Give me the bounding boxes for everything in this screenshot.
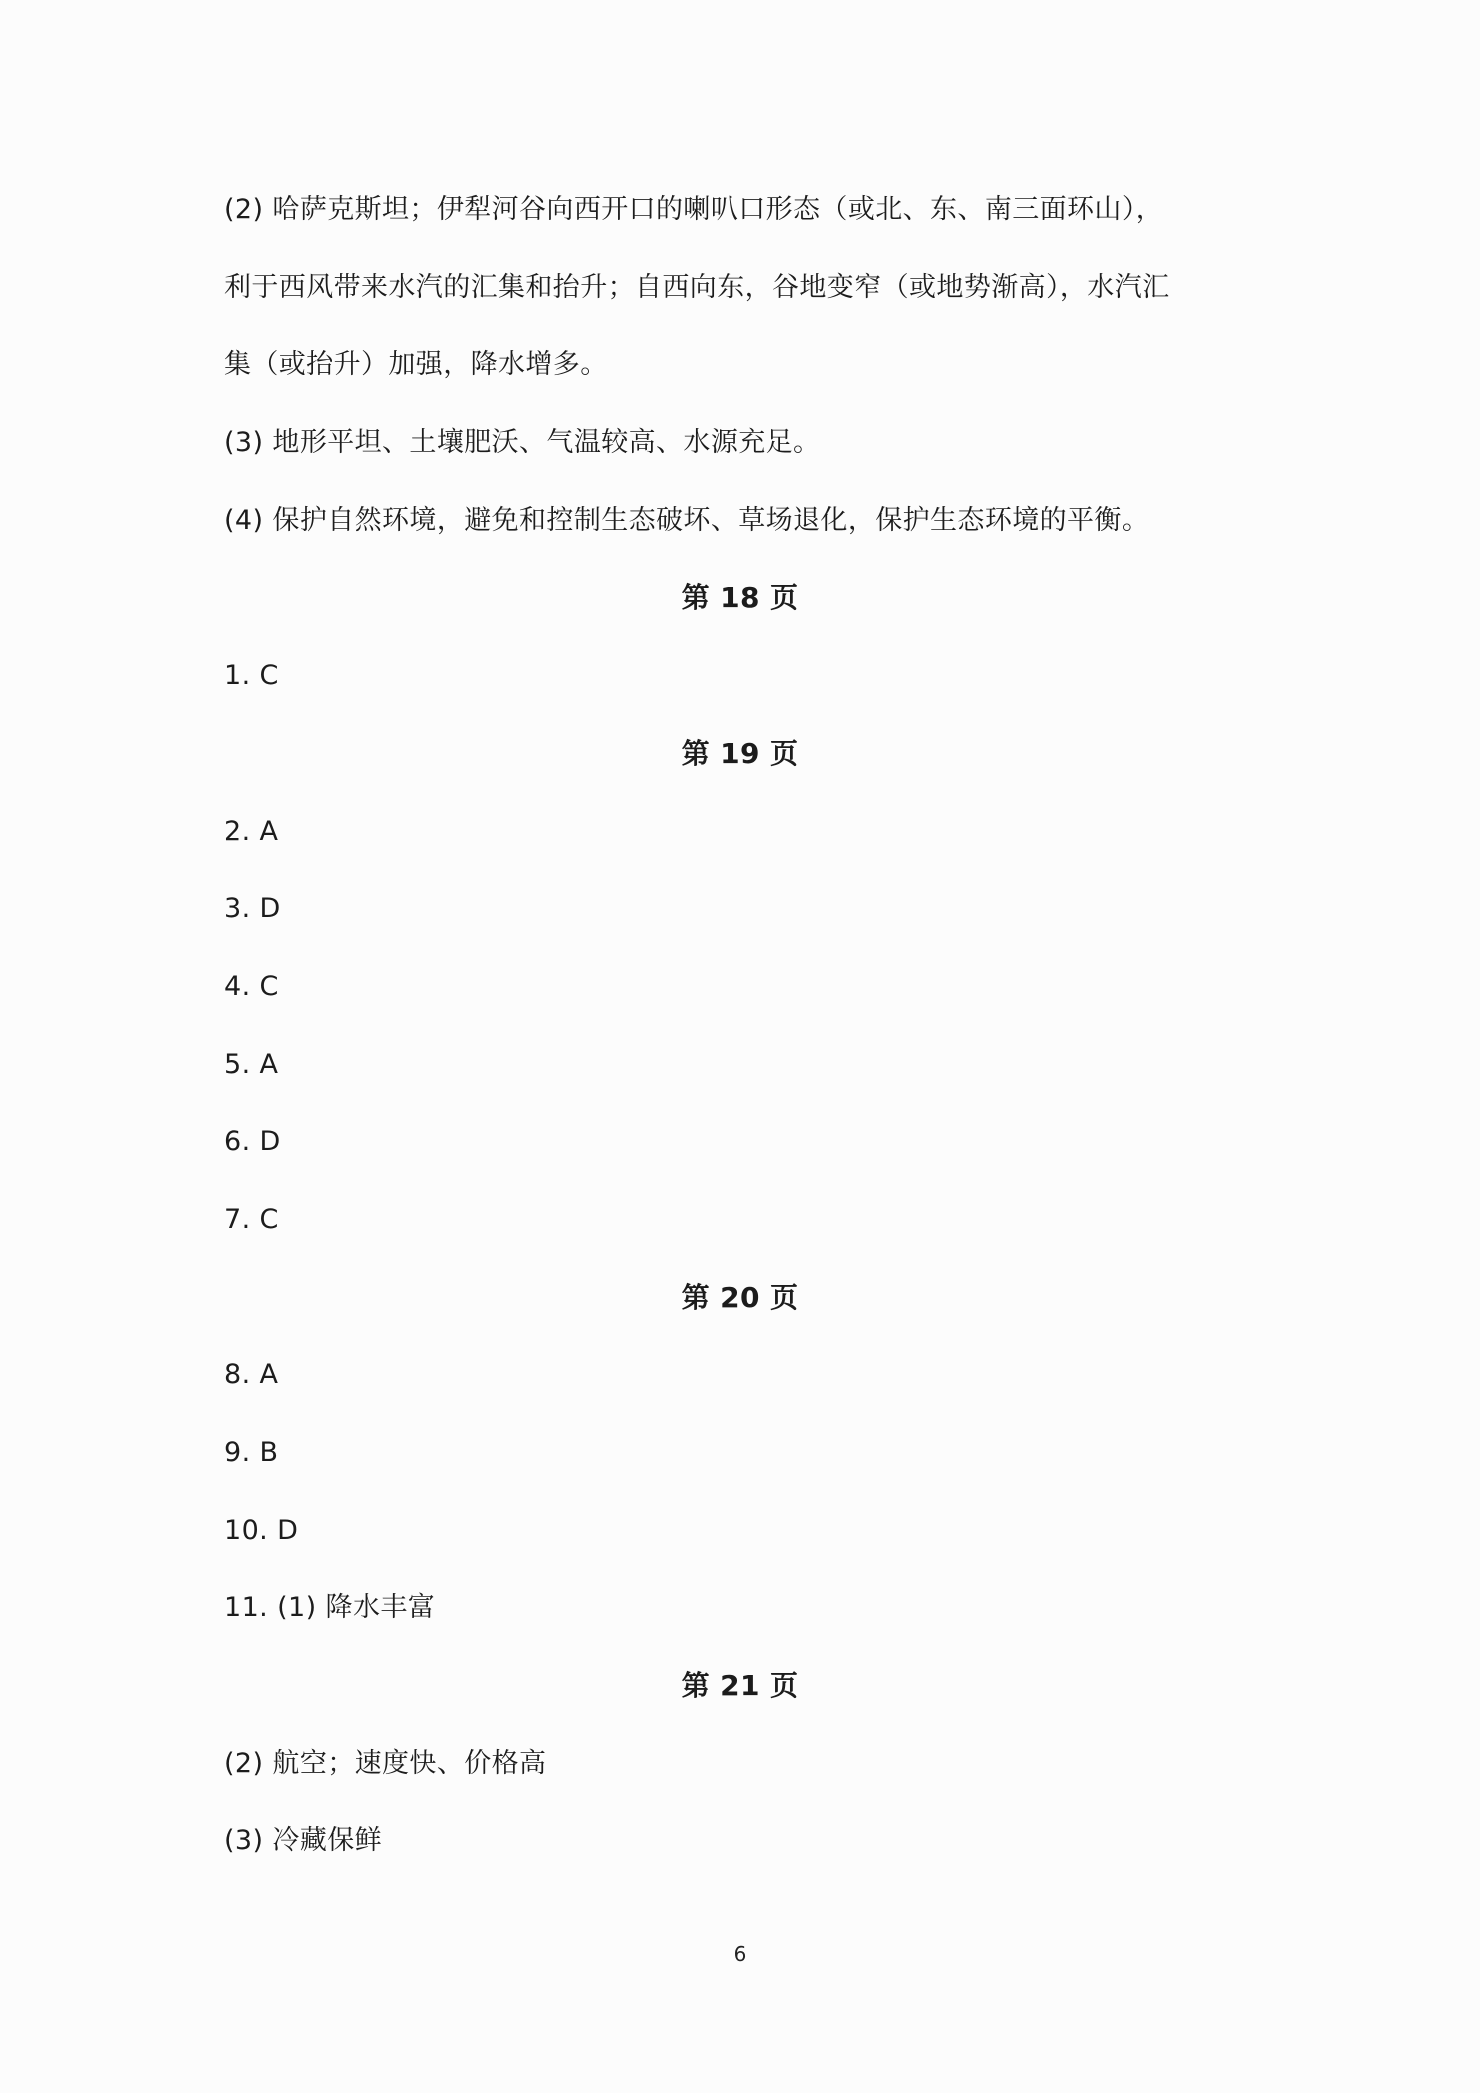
answer-item: (3) 冷藏保鲜 bbox=[224, 1825, 383, 1857]
answer-line: 利于西风带来水汽的汇集和抬升；自西向东，谷地变窄（或地势渐高），水汽汇 bbox=[224, 271, 1170, 303]
answer-line: (2) 哈萨克斯坦；伊犁河谷向西开口的喇叭口形态（或北、东、南三面环山）， bbox=[224, 194, 1164, 225]
answer-line: (4) 保护自然环境，避免和控制生态破坏、草场退化，保护生态环境的平衡。 bbox=[224, 504, 1150, 536]
answer-item: 10. D bbox=[224, 1514, 299, 1546]
section-heading: 第 20 页 bbox=[681, 1280, 799, 1314]
section-heading: 第 19 页 bbox=[681, 736, 799, 770]
section-heading: 第 18 页 bbox=[681, 581, 799, 615]
answer-item: 7. C bbox=[224, 1203, 279, 1235]
answer-line: 集（或抬升）加强，降水增多。 bbox=[224, 349, 608, 381]
answer-item: 2. A bbox=[224, 815, 279, 847]
page-content bbox=[224, 190, 1264, 1899]
section-heading: 第 21 页 bbox=[681, 1669, 799, 1703]
answer-item: 11. (1) 降水丰富 bbox=[224, 1592, 436, 1624]
answer-item: 4. C bbox=[224, 970, 279, 1002]
answer-item: 8. A bbox=[224, 1359, 279, 1391]
answer-item: 1. C bbox=[224, 660, 279, 692]
answer-item: 5. A bbox=[224, 1048, 279, 1080]
answer-item: 3. D bbox=[224, 893, 281, 925]
answer-item: (2) 航空；速度快、价格高 bbox=[224, 1747, 547, 1779]
answer-line: (3) 地形平坦、土壤肥沃、气温较高、水源充足。 bbox=[224, 427, 821, 459]
page-number: 6 bbox=[733, 1942, 747, 1966]
answer-item: 6. D bbox=[224, 1126, 281, 1158]
answer-item: 9. B bbox=[224, 1437, 279, 1468]
